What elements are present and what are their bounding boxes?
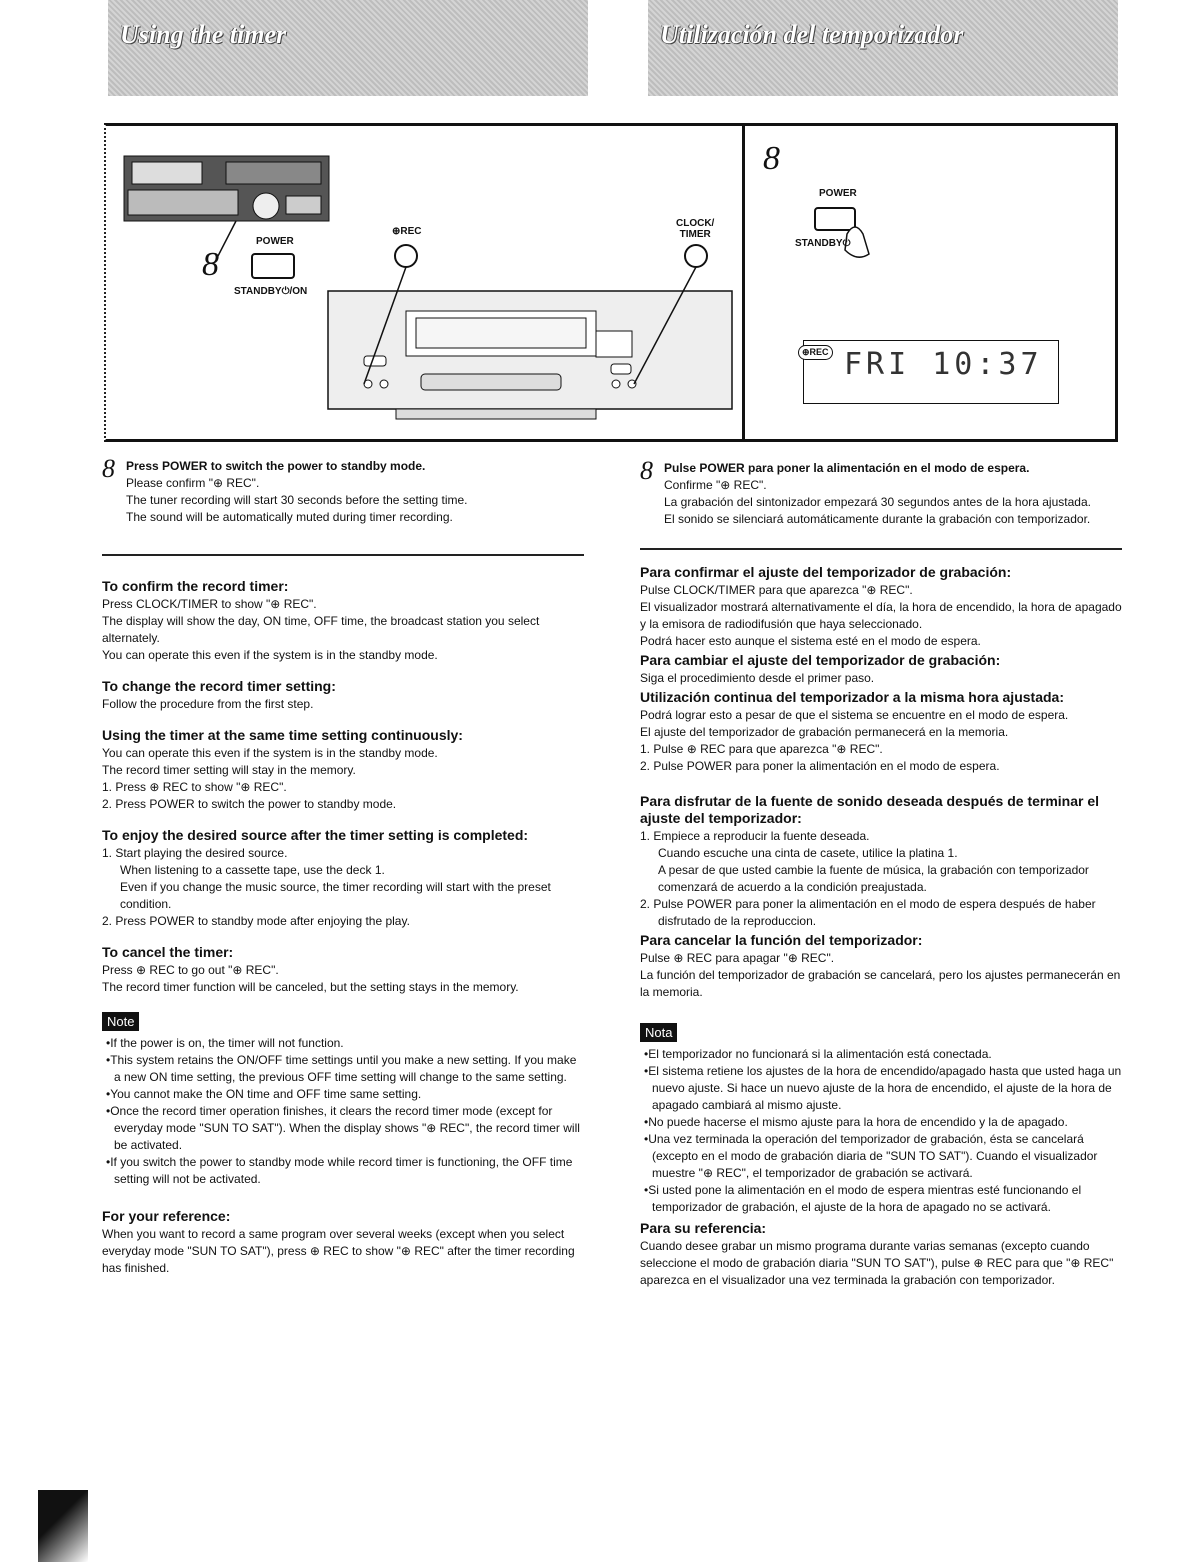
list-subitem: A pesar de que usted cambie la fuente de música, la grabación con temporizador comenzará de acuerdo a la condición preajustada. <box>658 863 1089 894</box>
banner-spanish-title: Utilización del temporizador <box>660 20 964 49</box>
section-divider <box>102 554 584 556</box>
standby-label-right: STANDBY⏻ <box>795 238 851 249</box>
note-item: •Una vez terminada la operación del temporizador de grabación, ésta se cancelará (excepto en el modo de grabación diaria de "SUN TO SAT"). Cuando el visualizador muestre "⊕ REC", el temporizador de grabación se activará. <box>644 1132 1098 1180</box>
display-panel <box>803 340 1059 404</box>
note-item: •Si usted pone la alimentación en el modo de espera mientras esté funcionando el temporizador de grabación, el ajuste de la hora de apagado no se activará. <box>644 1183 1082 1214</box>
display-readout: FRI 10:37 <box>844 347 1043 382</box>
cancel-heading: To cancel the timer: <box>102 944 234 960</box>
list-item: 1. Pulse ⊕ REC para que aparezca "⊕ REC". <box>640 742 883 756</box>
step-line: Please confirm "⊕ REC". <box>126 476 260 490</box>
cancel-heading: Para cancelar la función del temporizador: <box>640 932 923 948</box>
reference-heading: Para su referencia: <box>640 1220 767 1236</box>
figure-left-step-number: 8 <box>202 246 219 283</box>
column-english <box>102 454 584 1277</box>
paragraph: El ajuste del temporizador de grabación permanecerá en la memoria. <box>640 725 1009 739</box>
paragraph: Pulse ⊕ REC para apagar "⊕ REC". <box>640 951 835 965</box>
section-divider <box>640 548 1122 550</box>
paragraph: Press CLOCK/TIMER to show "⊕ REC". <box>102 597 317 611</box>
note-badge: Note <box>102 1012 139 1031</box>
step-number: 8 <box>640 456 653 485</box>
paragraph: You can operate this even if the system is in the standby mode. <box>102 746 438 760</box>
note-item: •El sistema retiene los ajustes de la hora de encendido/apagado hasta que usted haga un nuevo ajuste. Si hace un nuevo ajuste de la hora de encendido, el ajuste de la hora de apagado cambiará al mismo ajuste. <box>644 1064 1122 1112</box>
paragraph: The record timer function will be canceled, but the setting stays in the memory. <box>102 980 519 994</box>
paragraph: Cuando desee grabar un mismo programa durante varias semanas (excepto cuando seleccione el modo de grabación diaria "SUN TO SAT"), pulse ⊕ REC para que "⊕ REC" aparezca en el visualizador una vez terminada la grabación con temporizador. <box>640 1239 1114 1287</box>
power-button-press-illustration <box>807 204 887 264</box>
list-item: 2. Press POWER to switch the power to standby mode. <box>102 797 397 811</box>
change-heading: To change the record timer setting: <box>102 678 336 694</box>
list-item: 1. Press ⊕ REC to show "⊕ REC". <box>102 780 287 794</box>
paragraph: Podrá lograr esto a pesar de que el sistema se encuentre en el modo de espera. <box>640 708 1069 722</box>
banner-spanish <box>648 0 1118 96</box>
note-item: •You cannot make the ON time and OFF time same setting. <box>106 1087 422 1101</box>
confirm-heading: Para confirmar el ajuste del temporizador de grabación: <box>640 564 1012 580</box>
list-item: 2. Press POWER to standby mode after enjoying the play. <box>102 914 410 928</box>
note-item: •El temporizador no funcionará si la alimentación está conectada. <box>644 1047 992 1061</box>
paragraph: Podrá hacer esto aunque el sistema esté en el modo de espera. <box>640 634 981 648</box>
step-8-spanish <box>640 456 1122 528</box>
note-item: •No puede hacerse el mismo ajuste para la hora de encendido y la de apagado. <box>644 1115 1068 1129</box>
figure-right-step-number: 8 <box>763 140 780 177</box>
paragraph: The display will show the day, ON time, OFF time, the broadcast station you select alternately. <box>102 614 540 645</box>
paragraph: Follow the procedure from the first step. <box>102 697 314 711</box>
list-item: 1. Start playing the desired source. <box>102 846 288 860</box>
banner-english-title: Using the timer <box>120 20 287 49</box>
paragraph: Siga el procedimiento desde el primer paso. <box>640 671 875 685</box>
step-number: 8 <box>102 454 115 483</box>
clock-timer-label: CLOCK/ TIMER <box>676 218 715 240</box>
power-label: POWER <box>256 236 294 247</box>
step-line: El sonido se silenciará automáticamente durante la grabación con temporizador. <box>664 512 1091 526</box>
list-subitem: Even if you change the music source, the timer recording will start with the preset condition. <box>120 880 551 911</box>
paragraph: When you want to record a same program over several weeks (except when you select everyday mode "SUN TO SAT"), press ⊕ REC to show "⊕ REC" after the timer recording has finished. <box>102 1227 575 1275</box>
paragraph: La función del temporizador de grabación se cancelará, pero los ajustes permanecerán en la memoria. <box>640 968 1121 999</box>
figure-right <box>742 123 1118 442</box>
paragraph: El visualizador mostrará alternativamente el día, la hora de encendido, la hora de apagado y la emisora de radiodifusión que haya seleccionado. <box>640 600 1122 631</box>
paragraph: Pulse CLOCK/TIMER para que aparezca "⊕ REC". <box>640 583 913 597</box>
continuous-heading: Utilización continua del temporizador a la misma hora ajustada: <box>640 689 1064 705</box>
figure-left <box>104 123 742 442</box>
change-heading: Para cambiar el ajuste del temporizador de grabación: <box>640 652 1001 668</box>
confirm-heading: To confirm the record timer: <box>102 578 289 594</box>
reference-heading: For your reference: <box>102 1208 231 1224</box>
note-badge: Nota <box>640 1023 677 1042</box>
step-heading: Pulse POWER para poner la alimentación en el modo de espera. <box>664 461 1030 475</box>
list-subitem: Cuando escuche una cinta de casete, utilice la platina 1. <box>658 846 958 860</box>
rec-indicator-badge: ⊕REC <box>798 345 833 360</box>
rec-label: ⊕REC <box>392 226 422 237</box>
enjoy-heading: Para disfrutar de la fuente de sonido deseada después de terminar el ajuste del temporizador: <box>640 793 1100 826</box>
standby-on-label: STANDBY⏻/ON <box>234 286 308 297</box>
paragraph: The record timer setting will stay in the memory. <box>102 763 356 777</box>
enjoy-heading: To enjoy the desired source after the timer setting is completed: <box>102 827 529 843</box>
step-line: La grabación del sintonizador empezará 30 segundos antes de la hora ajustada. <box>664 495 1091 509</box>
step-line: Confirme "⊕ REC". <box>664 478 767 492</box>
column-spanish <box>640 456 1122 1289</box>
list-item: 1. Empiece a reproducir la fuente deseada. <box>640 829 870 843</box>
step-line: The sound will be automatically muted during timer recording. <box>126 510 453 524</box>
page-corner-mark <box>38 1490 88 1562</box>
step-line: The tuner recording will start 30 seconds before the setting time. <box>126 493 468 507</box>
step-heading: Press POWER to switch the power to standby mode. <box>126 459 426 473</box>
list-subitem: When listening to a cassette tape, use the deck 1. <box>120 863 385 877</box>
step-8-english <box>102 454 584 526</box>
list-item: 2. Pulse POWER para poner la alimentación en el modo de espera después de haber disfrutado de la reproduccion. <box>640 897 1096 928</box>
continuous-heading: Using the timer at the same time setting continuously: <box>102 727 463 743</box>
paragraph: You can operate this even if the system is in the standby mode. <box>102 648 438 662</box>
banner-english <box>108 0 588 96</box>
note-item: •If the power is on, the timer will not function. <box>106 1036 344 1050</box>
note-item: •This system retains the ON/OFF time settings until you make a new setting. If you make a new ON time setting, the previous OFF time setting will change to the same setting. <box>106 1053 577 1084</box>
list-item: 2. Pulse POWER para poner la alimentación en el modo de espera. <box>640 759 1000 773</box>
note-item: •Once the record timer operation finishes, it clears the record timer mode (except for everyday mode "SUN TO SAT"). When the display shows "⊕ REC", the record timer will be activated. <box>106 1104 580 1152</box>
note-item: •If you switch the power to standby mode while record timer is functioning, the OFF time setting will not be activated. <box>106 1155 573 1186</box>
paragraph: Press ⊕ REC to go out "⊕ REC". <box>102 963 279 977</box>
power-label-right: POWER <box>819 188 857 199</box>
